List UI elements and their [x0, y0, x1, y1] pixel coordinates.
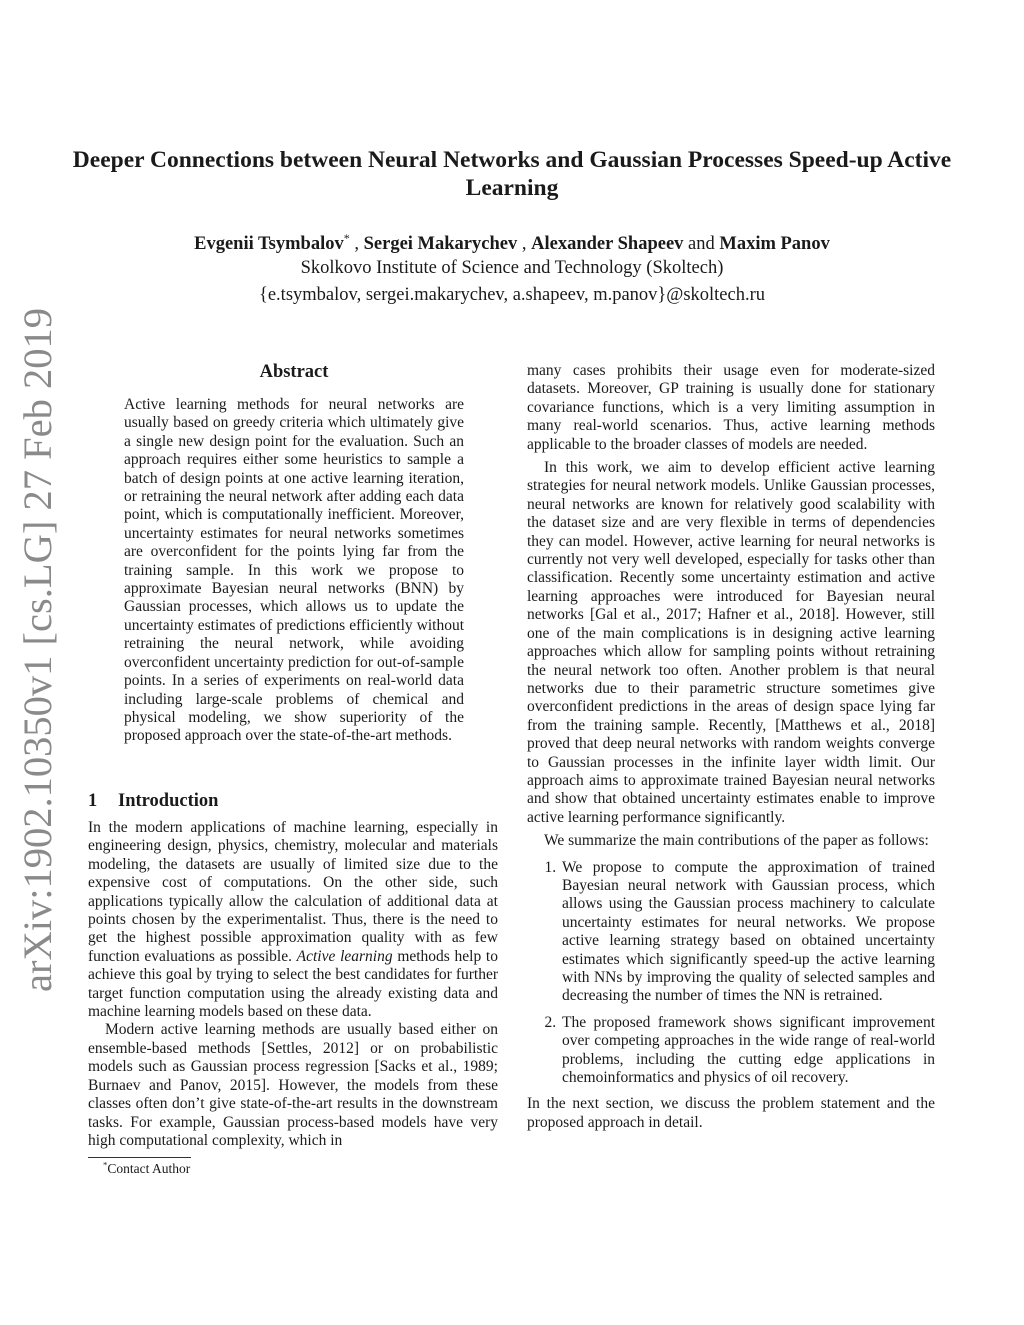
author-name: Maxim Panov — [719, 234, 830, 254]
section-heading — [88, 790, 498, 812]
author-name: Evgenii Tsymbalov — [194, 234, 344, 254]
author-emails: {e.tsymbalov, sergei.makarychev, a.shapeev, m.panov}@skoltech.ru — [258, 285, 766, 305]
contributions-list — [527, 859, 935, 1088]
author-separator: , — [517, 234, 532, 254]
paper-title: Deeper Connections between Neural Networks and Gaussian Processes Speed-up Active Learning — [72, 147, 952, 201]
left-column-body — [88, 819, 498, 1150]
footnote — [103, 1160, 190, 1177]
abstract-heading: Abstract — [259, 362, 329, 382]
intro-paragraph — [88, 819, 498, 1021]
author-name: Alexander Shapeev — [531, 234, 684, 254]
author-conjunction: and — [683, 234, 720, 254]
author-name: Sergei Makarychev — [363, 234, 518, 254]
intro-paragraph: Modern active learning methods are usually based either on ensemble-based methods [Settles, 2012] or on probabilistic models such as Gaussian process regression [Sacks et al., 1989; Burnaev and Panov, 2015]. However, the models from these classes often don’t give state-of-the-art results in the downstream tasks. For example, Gaussian process-based models have very high computational complexity, which in — [88, 1021, 498, 1149]
author-line — [60, 230, 964, 256]
arxiv-stamp-region — [14, 308, 62, 992]
footnote-mark: * — [103, 1159, 108, 1170]
section-title: Introduction — [118, 791, 219, 811]
footnote-text: Contact Author — [107, 1161, 191, 1176]
emphasized-term: Active learning — [296, 947, 393, 965]
corresponding-author-mark: * — [343, 230, 350, 245]
affiliation: Skolkovo Institute of Science and Technology (Skoltech) — [300, 258, 724, 278]
intro-paragraph: In this work, we aim to develop efficient active learning strategies for neural network models. Unlike Gaussian processes, neural networks are known for relatively good scalability with the dataset size and are very flexible in terms of dependencies they can model. However, active learning for neural networks is currently not very well developed, especially for tasks other than classification. Recently some uncertainty estimation and active learning approaches were introduced for Bayesian neural networks [Gal et al., 2017; Hafner et al., 2018]. However, still one of the main complications is in designing active learning approaches which allow for sampling points without retraining the neural network too often. Another problem is that neural networks due to their parametric structure sometimes give overconfident predictions in the areas of design space lying far from the training sample. Recently, [Matthews et al., 2018] proved that deep neural networks with random weights converge to Gaussian processes in the infinite layer width limit. Our approach aims to approximate trained Bayesian neural networks and show that obtained uncertainty estimates enable to improve active learning performance significantly. — [527, 459, 935, 826]
arxiv-identifier: arXiv:1902.10350v1 [cs.LG] 27 Feb 2019 — [14, 308, 60, 992]
section-number: 1 — [88, 791, 98, 811]
list-item: 2. The proposed framework shows significant improvement over competing approaches in the wide range of real-world problems, including the cutting edge applications in chemoinformatics and physics of oil recovery. — [560, 1014, 935, 1088]
intro-paragraph: We summarize the main contributions of the paper as follows: — [544, 832, 929, 850]
paragraph-text: In the modern applications of machine learning, especially in engineering design, physics, chemistry, molecular and materials modeling, the datasets are usually of limited size due to the expensive cost of computations. On the other side, such applications typically allow the calculation of additional data at points chosen by the experimentalist. Thus, there is the need to get the highest possible approximation quality with as few function evaluations as possible. — [88, 819, 498, 965]
abstract-text: Active learning methods for neural networks are usually based on greedy criteria which ultimately give a single new design point for the evaluation. Such an approach requires either some heuristics to sample a batch of design points at one active learning iteration, or retraining the neural network after adding each data point, which is computationally inefficient. Moreover, uncertainty estimates for neural networks sometimes are overconfident for the points lying far from the training sample. In this work we propose to approximate Bayesian neural networks (BNN) by Gaussian processes, which allows us to update the uncertainty estimates of predictions efficiently without retraining the neural network, while avoiding overconfident uncertainty prediction for out-of-sample points. In a series of experiments on real-world data including large-scale problems of chemical and physical modeling, we show superiority of the proposed approach over the state-of-the-art methods. — [124, 396, 464, 745]
paragraph-text: methods help to achieve this goal by trying to select the best candidates for further target function computation using the already existing data and machine learning models based on these data. — [88, 947, 498, 1021]
right-column-body — [527, 362, 935, 1132]
author-separator: , — [349, 234, 364, 254]
intro-paragraph: many cases prohibits their usage even for moderate-sized datasets. Moreover, GP training is usually done for stationary covariance functions, which is a very limiting assumption in many real-world scenarios. Thus, active learning methods applicable to the broader classes of models are needed. — [527, 362, 935, 453]
intro-paragraph: In the next section, we discuss the problem statement and the proposed approach in detail. — [527, 1095, 935, 1131]
list-item: 1. We propose to compute the approximation of trained Bayesian neural network with Gaussian process, which allows using the Gaussian process machinery to calculate uncertainty estimates for neural networks. We propose active learning strategy based on obtained uncertainty estimates which significantly speed-up the active learning with NNs by improving the quality of selected samples and decreasing the number of times the NN is retrained. — [560, 859, 935, 1006]
footnote-divider — [88, 1157, 191, 1158]
